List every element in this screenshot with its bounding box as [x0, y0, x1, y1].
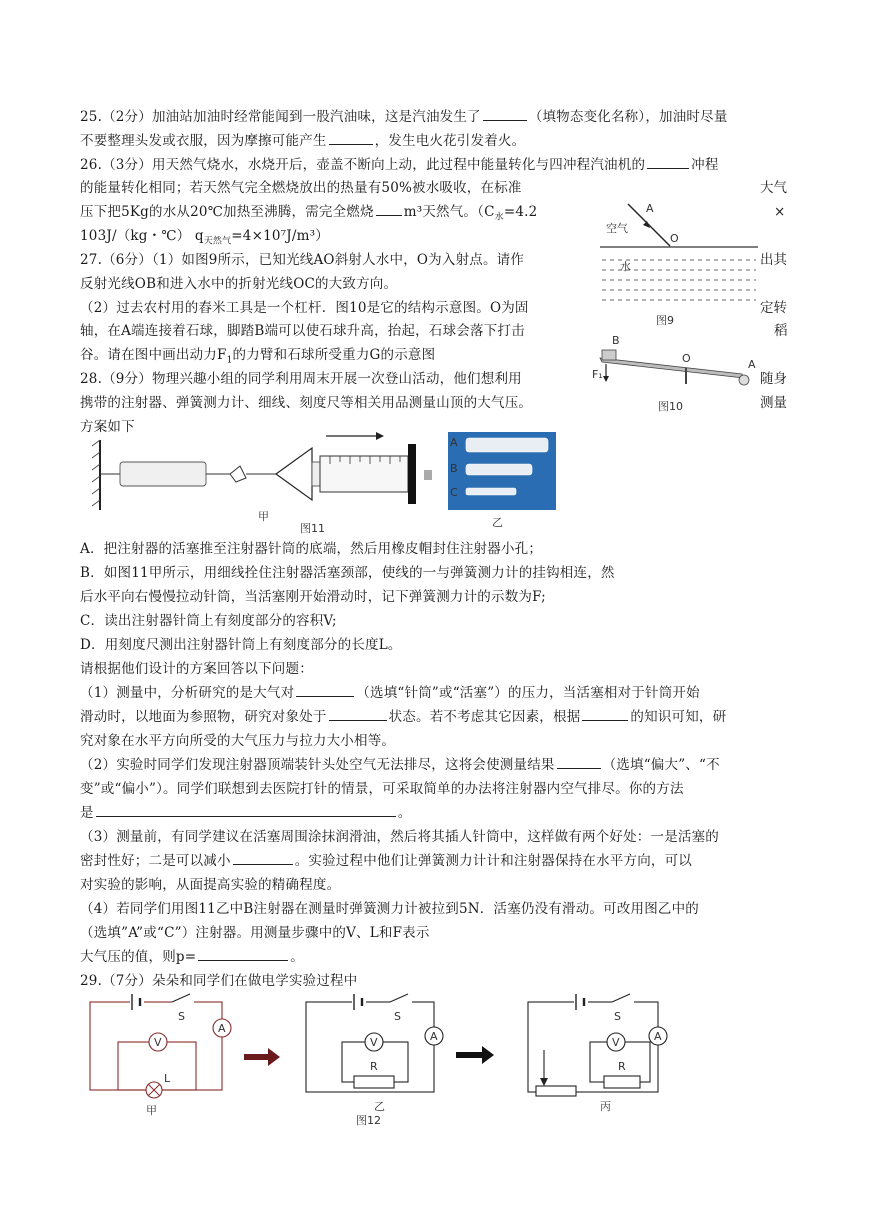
- fig10-stone-ball: [739, 375, 749, 385]
- q28-text: 。: [290, 949, 304, 965]
- q28-p4-line-1: [80, 900, 699, 918]
- q26-subscript: 水: [494, 212, 504, 223]
- q26-line-1: [80, 156, 719, 174]
- q26-text: m³天然气。（C: [403, 204, 495, 220]
- slider-arrow-icon: [540, 1078, 548, 1086]
- figure-12: [84, 990, 704, 1130]
- q28-text: （选填”A”或“C”）注射器。用测量步骤中的V、L和F表示: [80, 925, 430, 941]
- q28-wrap-fragment: 随身: [760, 371, 787, 387]
- q28-blank-7[interactable]: [198, 948, 288, 961]
- q27-subscript: 1: [226, 355, 233, 366]
- fig10-label-O: O: [682, 352, 691, 365]
- q28-text: （选填“针筒”或“活塞”）的压力，当活塞相对于针筒开始: [356, 685, 700, 701]
- q28-text: 密封性好；二是可以减小: [80, 853, 231, 869]
- q27-text: （2）过去农村用的舂米工具是一个杠杆．图10是它的结构示意图。O为固: [80, 300, 529, 316]
- q28-text: 方案如下: [80, 419, 135, 435]
- q27-line-2: [80, 275, 397, 293]
- q27-line-4: [80, 322, 525, 340]
- q26-text: =4.2: [503, 204, 538, 220]
- q27-wrap-fragment: 出其: [760, 252, 787, 268]
- q26-text: 冲程: [691, 157, 719, 173]
- circuit-yi: [306, 994, 443, 1127]
- q28-blank-1[interactable]: [296, 684, 354, 697]
- q26-subscript: 天然气: [203, 236, 232, 247]
- fig12-label-jia: 甲: [146, 1104, 157, 1117]
- fig10-pedal: [602, 350, 616, 360]
- fig12-jia-label-L: L: [164, 1072, 171, 1085]
- fig12-bing-label-S: S: [614, 1010, 621, 1023]
- rheostat-icon: [536, 1086, 576, 1096]
- q28-text: （1）测量中，分析研究的是大气对: [80, 685, 295, 701]
- q26-wrap-fragment: 大气: [760, 180, 787, 196]
- fig11-label-B: B: [450, 462, 458, 475]
- q25-text: ，发生电火花引发着火。: [374, 133, 526, 149]
- fig12-jia-label-A: A: [218, 1022, 226, 1035]
- q28-text: 大气压的值，则p=: [80, 949, 197, 965]
- syringe-barrel: [320, 456, 408, 492]
- fig9-label-A: A: [646, 202, 654, 215]
- q27-line-3: [80, 299, 529, 317]
- q26-text: 103J/（kg・℃） q: [80, 228, 204, 244]
- fig11-label-jia: 甲: [258, 510, 269, 523]
- fig10-label-A: A: [748, 358, 756, 371]
- fig9-label-O: O: [670, 232, 679, 245]
- q28-text: （2）实验时同学们发现注射器顶端装针头处空气无法排尽，这将会使测量结果: [80, 757, 555, 773]
- fig12-label-yi: 乙: [374, 1100, 385, 1113]
- q28-p4-line-3: [80, 948, 304, 966]
- q28-p1-line-2: [80, 708, 726, 726]
- q28-wrap-fragment: 测量: [760, 395, 787, 411]
- fig10-caption: 图10: [658, 400, 683, 413]
- fig12-caption: 图12: [356, 1114, 381, 1127]
- q27-text: 谷。请在图中画出动力F: [80, 347, 227, 363]
- q28-text: C．读出注射器针筒上有刻度部分的容积V;: [80, 613, 337, 629]
- fig12-bing-label-A: A: [654, 1030, 662, 1043]
- figure-11: [90, 428, 560, 536]
- fig11-label-yi: 乙: [492, 516, 503, 529]
- q25-line-1: [80, 108, 728, 126]
- fig12-jia-label-S: S: [178, 1010, 185, 1023]
- fig9-caption: 图9: [656, 314, 674, 327]
- fig11-label-A: A: [450, 436, 458, 449]
- q28-blank-6[interactable]: [233, 852, 293, 865]
- q28-p1-line-3: [80, 732, 395, 750]
- fig9-label-water: 水: [620, 260, 631, 273]
- q26-line-2: [80, 179, 522, 197]
- arrow-right-icon: [456, 1046, 494, 1064]
- q28-text: （3）测量前，有同学建议在活塞周围涂抹润滑油，然后将其插人针筒中，这样做有两个好处：一是活塞的: [80, 829, 719, 845]
- q26-line-4: [80, 227, 329, 251]
- q28-text: 究对象在水平方向所受的大气压力与拉力大小相等。: [80, 733, 396, 749]
- fig9-label-air: 空气: [606, 222, 628, 235]
- q28-p2-line-1: [80, 756, 720, 774]
- fig11-label-C: C: [450, 486, 458, 499]
- q26-blank-2[interactable]: [376, 203, 402, 216]
- q28-text: 后水平向右慢慢拉动针筒，当活塞刚开始滑动时，记下弹簧测力计的示数为F;: [80, 589, 546, 605]
- fig12-yi-label-S: S: [394, 1010, 401, 1023]
- q28-p3-line-1: [80, 828, 719, 846]
- fig10-label-F: F₁: [592, 368, 603, 381]
- circuit-jia-parts: [118, 994, 231, 1117]
- q26-blank-1[interactable]: [647, 156, 689, 169]
- fig12-bing-label-R: R: [618, 1060, 626, 1073]
- force-arrow-icon: [603, 376, 609, 382]
- resistor-icon: [354, 1076, 394, 1088]
- fig10-label-B: B: [612, 334, 620, 347]
- q28-p2-line-2: [80, 780, 684, 798]
- q28-text: 是: [80, 805, 94, 821]
- q28-p1-line-1: [80, 684, 700, 702]
- spring-scale: [120, 462, 206, 486]
- q28-step-d: [80, 636, 402, 654]
- q28-line-2: [80, 394, 532, 412]
- fig11-caption: 图11: [300, 522, 325, 535]
- q28-text: A．把注射器的活塞推至注射器针筒的底端，然后用橡皮帽封住注射器小孔；: [80, 541, 543, 557]
- q26-text: 的能量转化相同；若天然气完全燃烧放出的热量有50%被水吸收，在标准: [80, 180, 522, 196]
- q27-wrap-fragment: 定转: [760, 300, 787, 316]
- q28-step-b2: [80, 588, 546, 606]
- q26-line-3: [80, 203, 537, 227]
- resistor-icon: [604, 1076, 640, 1088]
- q28-step-a: [80, 540, 542, 558]
- q29-line-1: [80, 972, 357, 990]
- fig12-bing-label-V: V: [612, 1036, 620, 1049]
- q25-text: 25.（2分）加油站加油时经常能闻到一股汽油味，这是汽油发生了: [80, 109, 481, 125]
- figure-10: [592, 334, 764, 414]
- q28-p2-line-3: [80, 804, 411, 822]
- syringe-flange: [408, 444, 416, 504]
- q26-wrap-fragment: ×: [774, 204, 786, 220]
- fig12-yi-label-V: V: [370, 1036, 378, 1049]
- q28-text: 的知识可知，研: [630, 709, 727, 725]
- q28-text: B．如图11甲所示，用细线拴住注射器活塞颈部，使线的一与弹簧测力计的挂钩相连，然: [80, 565, 615, 581]
- q25-text: （填物态变化名称），加油时尽量: [528, 109, 728, 125]
- q28-step-c: [80, 612, 337, 630]
- q25-blank-1[interactable]: [483, 108, 527, 121]
- q27-text: 反射光线OB和进入水中的折射光线OC的大致方向。: [80, 276, 398, 292]
- q28-text: 请根据他们设计的方案回答以下问题：: [80, 661, 313, 677]
- q28-text: 对实验的影响，从面提高实验的精确程度。: [80, 877, 341, 893]
- q25-text: 不要整理头发或衣服，因为摩擦可能产生: [80, 133, 327, 149]
- q28-blank-5[interactable]: [96, 804, 396, 817]
- q28-step-b1: [80, 564, 615, 582]
- fig12-yi-label-A: A: [430, 1030, 438, 1043]
- figure-9: [592, 192, 764, 334]
- q28-text: 状态。若不考虑其它因素，根据: [388, 709, 581, 725]
- q28-text: 。实验过程中他们让弹簧测力计计和注射器保持在水平方向，可以: [294, 853, 693, 869]
- q28-text: 28.（9分）物理兴趣小组的同学利用周末开展一次登山活动，他们想利用: [80, 371, 522, 387]
- q28-text: 滑动时，以地面为参照物，研究对象处于: [80, 709, 327, 725]
- q28-text: （选填“偏大”、“不: [602, 757, 720, 773]
- q28-text: 。: [397, 805, 412, 821]
- fig12-label-bing: 丙: [600, 1100, 611, 1113]
- q27-text: 的力臂和石球所受重力G的示意图: [232, 347, 436, 363]
- q28-p4-line-2: [80, 924, 430, 942]
- q28-text: D．用刻度尺测出注射器针筒上有刻度部分的长度L。: [80, 637, 402, 653]
- q28-text: （4）若同学们用图11乙中B注射器在测量时弹簧测力计被拉到5N．活塞仍没有滑动。可改用图乙中的: [80, 901, 699, 917]
- q28-blank-2[interactable]: [329, 708, 387, 721]
- q28-p3-line-2: [80, 852, 692, 870]
- pull-arrow-icon: [376, 432, 384, 440]
- fig12-jia-label-V: V: [154, 1036, 162, 1049]
- q25-line-2: [80, 132, 525, 150]
- q27-text: 轴，在A端连接着石球，脚踏B端可以使石球升高，抬起，石球会落下打击: [80, 323, 525, 339]
- fig12-yi-label-R: R: [370, 1060, 378, 1073]
- q27-line-1: [80, 251, 524, 269]
- q26-text: 26.（3分）用天然气烧水，水烧开后，壶盖不断向上动，此过程中能量转化与四冲程汽油机的: [80, 157, 646, 173]
- q28-blank-3[interactable]: [582, 708, 628, 721]
- arrow-right-icon: [244, 1048, 280, 1066]
- q28-text: 变”或“偏小”）。同学们联想到去医院打针的情景，可采取简单的办法将注射器内空气排尽。你的方法: [80, 781, 684, 797]
- q25-blank-2[interactable]: [329, 132, 373, 145]
- circuit-bing: [528, 994, 667, 1113]
- q28-text: 携带的注射器、弹簧测力计、细线、刻度尺等相关用品测量山顶的大气压。: [80, 395, 533, 411]
- q27-line-5: [80, 346, 435, 370]
- q27-wrap-fragment: 稻: [774, 323, 788, 339]
- q28-line-1: [80, 370, 522, 388]
- q27-text: 27.（6分）（1）如图9所示，已知光线AO斜射人水中，O为入射点。请作: [80, 252, 525, 268]
- q26-text: 压下把5Kg的水从20℃加热至沸腾，需完全燃烧: [80, 204, 374, 220]
- q28-p3-line-3: [80, 876, 340, 894]
- q26-text: =4×10⁷J/m³）: [231, 228, 329, 244]
- q28-blank-4[interactable]: [557, 756, 601, 769]
- q29-text: 29.（7分）朵朵和同学们在做电学实验过程中: [80, 973, 358, 989]
- q28-ask: [80, 660, 313, 678]
